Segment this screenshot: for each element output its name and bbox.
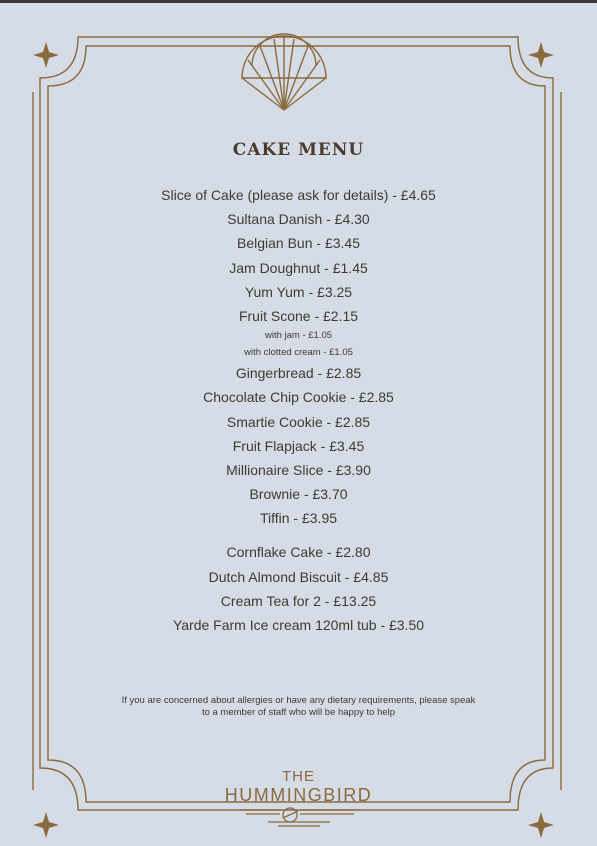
menu-item: Belgian Bun - £3.45 (237, 235, 360, 252)
menu-item: Cornflake Cake - £2.80 (226, 544, 371, 561)
menu-item: Yum Yum - £3.25 (244, 283, 353, 300)
allergy-notice-line: to a member of staff who will be happy to help (201, 707, 396, 718)
menu-item: Tiffin - £3.95 (259, 510, 338, 527)
menu-item: Yarde Farm Ice cream 120ml tub - £3.50 (172, 617, 425, 633)
star-icon-bottom-left (33, 812, 59, 838)
star-icon-top-left (33, 42, 59, 68)
menu-item-extra: with clotted cream - £1.05 (244, 346, 353, 358)
hummingbird-emblem-icon (238, 804, 360, 828)
menu-item: Sultana Danish - £4.30 (227, 211, 370, 228)
menu-item: Jam Doughnut - £1.45 (229, 259, 368, 276)
brand-line-the: THE (282, 768, 315, 785)
menu-item: Gingerbread - £2.85 (235, 365, 362, 382)
menu-list (0, 183, 597, 637)
menu-item: Brownie - £3.70 (249, 486, 348, 503)
allergy-notice (0, 695, 597, 719)
menu-item: Fruit Scone - £2.15 (238, 307, 359, 324)
menu-item: Cream Tea for 2 - £13.25 (220, 592, 377, 609)
star-icon-bottom-right (528, 812, 554, 838)
menu-item: Dutch Almond Biscuit - £4.85 (208, 568, 389, 585)
menu-title: CAKE MENU (232, 140, 365, 160)
brand-logo (0, 768, 597, 805)
menu-item: Chocolate Chip Cookie - £2.85 (203, 389, 394, 406)
menu-item-extra: with jam - £1.05 (264, 330, 333, 342)
brand-line-name: HUMMINGBIRD (224, 785, 373, 805)
allergy-notice-line: If you are concerned about allergies or have any dietary requirements, please speak (121, 695, 476, 706)
menu-item: Millionaire Slice - £3.90 (226, 461, 371, 478)
menu-item: Fruit Flapjack - £3.45 (232, 437, 365, 454)
menu-item: Smartie Cookie - £2.85 (226, 413, 371, 430)
menu-item: Slice of Cake (please ask for details) - £4.65 (161, 187, 436, 203)
star-icon-top-right (528, 42, 554, 68)
